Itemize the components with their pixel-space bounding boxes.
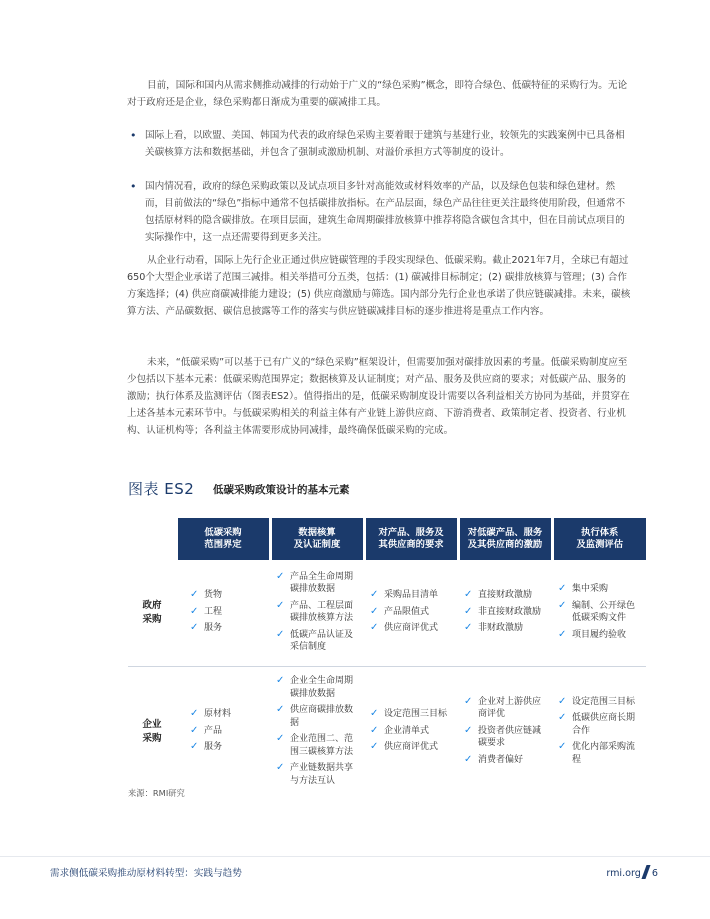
list-item: [190, 725, 266, 738]
table-header-row: [128, 518, 646, 560]
list-item: [276, 762, 360, 787]
list-item: [464, 606, 548, 619]
item-text: 产品全生命周期碳排放数据: [290, 571, 354, 594]
check-icon: ✓: [190, 622, 199, 634]
item-text: 直接财政激励: [478, 590, 533, 601]
item-text: 原材料: [204, 709, 232, 720]
footer-page-info: [606, 865, 658, 879]
cell-item-list: [370, 708, 454, 754]
cell-item-list: [276, 571, 360, 654]
footer-document-title: 需求侧低碳采购推动原材料转型：实践与趋势: [50, 868, 242, 879]
item-text: 货物: [204, 590, 223, 601]
future-paragraph: 未来，“低碳采购”可以基于已有广义的“绿色采购”框架设计，但需要加强对碳排放因素的考量。低碳采购制度应至少包括以下基本元素：低碳采购范围界定；数据核算及认证制度；对产品、服务及供应商的要求；对低碳产品、服务的激励；执行体系及监测评估（图表ES2）。值得指出的是，低碳采购制度设计需要以各利益相关方协同为基础，并贯穿在上述各基本元素环节中。与低碳采购相关的利益主体有产业链上游供应商、下游消费者、政策制定者、投资者、行业机构、认证机构等；各利益主体需要形成协同减排，最终确保低碳采购的完成。: [127, 357, 630, 436]
cell-item-list: [464, 696, 548, 767]
bullet-text: 国际上看，以欧盟、美国、韩国为代表的政府绿色采购主要着眼于建筑与基建行业，较领先的实践案例中已具备相关碳核算方法和数据基础，并包含了强制或激励机制、对溢价承担方式等制度的设计。: [145, 130, 625, 158]
item-text: 项目履约验收: [572, 629, 627, 640]
list-item: [190, 741, 266, 754]
column-header-3: 对产品、服务及 其供应商的要求: [364, 518, 458, 560]
table-cell: [552, 667, 646, 798]
check-icon: ✓: [276, 675, 285, 686]
list-item: [190, 589, 266, 602]
list-item: [558, 583, 642, 596]
cell-item-list: [370, 589, 454, 635]
check-icon: ✓: [558, 599, 567, 611]
list-item: [464, 725, 548, 750]
check-icon: ✓: [276, 733, 285, 744]
item-text: 产业链数据共享与方法互认: [290, 763, 354, 786]
column-header-4: 对低碳产品、服务 及其供应商的激励: [458, 518, 552, 560]
check-icon: ✓: [276, 704, 285, 715]
item-text: 工程: [204, 606, 223, 617]
source-note: 来源：RMI研究: [128, 788, 185, 798]
cell-item-list: [558, 583, 642, 641]
column-header-5: 执行体系 及监测评估: [552, 518, 646, 560]
item-text: 设定范围三目标: [572, 696, 636, 707]
list-item: [464, 589, 548, 602]
check-icon: ✓: [370, 741, 379, 753]
list-item: [370, 589, 454, 602]
item-text: 供应商评优式: [384, 623, 439, 634]
item-text: 企业范围二、范围三碳核算方法: [290, 734, 354, 757]
item-text: 产品、工程层面碳排放核算方法: [290, 600, 354, 623]
table-body: [128, 560, 646, 797]
check-icon: ✓: [370, 589, 379, 601]
table-cell: [364, 667, 458, 798]
check-icon: ✓: [190, 741, 199, 753]
item-text: 采购品目清单: [384, 590, 439, 601]
list-item: [558, 712, 642, 737]
check-icon: ✓: [276, 628, 285, 640]
bullet-domestic: [130, 178, 632, 246]
row-enterprise-procurement: [128, 667, 646, 798]
check-icon: ✓: [558, 741, 567, 753]
row-header: 政府 采购: [142, 600, 162, 625]
table-corner: [128, 518, 176, 560]
item-text: 设定范围三目标: [384, 709, 448, 720]
check-icon: ✓: [370, 724, 379, 736]
check-icon: ✓: [190, 724, 199, 736]
item-text: 企业清单式: [384, 725, 430, 736]
list-item: [276, 733, 360, 758]
list-item: [370, 741, 454, 754]
check-icon: ✓: [464, 589, 473, 601]
item-text: 编制、公开绿色低碳采购文件: [572, 600, 636, 623]
enterprise-paragraph: 从企业行动看，国际上先行企业正通过供应链碳管理的手段实现绿色、低碳采购。截止2021年7月，全球已有超过650个大型企业承诺了范围三减排。相关举措可分五类，包括：(1) 碳减排目标制定；(2) 碳排放核算与管理；(3) 合作方案选择；(4) 供应商碳减排能力建设；(5) 供应商激励与筛选。国内部分先行企业也承诺了供应链碳减排。未来，碳核算方法、产品碳数据、碳信息披露等工作的落实与供应链碳减排目标的逐步推进将是重点工作内容。: [127, 255, 631, 317]
list-item: [464, 622, 548, 635]
item-text: 企业对上游供应商评优: [478, 696, 542, 720]
bullet-text: 国内情况看，政府的绿色采购政策以及试点项目多针对高能效或材料效率的产品，以及绿色包装和绿色建材。然而，目前做法的“绿色”指标中通常不包括碳排放指标。在产品层面，绿色产品往往更关注最终使用阶段，但通常不包括原材料的隐含碳排放。在项目层面，建筑生命周期碳排放核算中推荐将隐含碳包含其中，但在目前试点项目的实际操作中，这一点还需要得到更多关注。: [145, 181, 626, 243]
table-cell: [270, 560, 364, 667]
list-item: [558, 696, 642, 709]
figure-title: 低碳采购政策设计的基本元素: [213, 484, 350, 496]
figure-label: 图表 ES2: [128, 480, 195, 498]
check-icon: ✓: [558, 695, 567, 707]
item-text: 企业全生命周期碳排放数据: [290, 676, 354, 699]
check-icon: ✓: [370, 605, 379, 617]
check-icon: ✓: [464, 605, 473, 617]
item-text: 服务: [204, 623, 223, 634]
check-icon: ✓: [464, 695, 473, 707]
cell-item-list: [190, 708, 266, 754]
list-item: [276, 629, 360, 654]
table-cell: [552, 560, 646, 667]
list-item: [558, 741, 642, 766]
table-cell: [364, 560, 458, 667]
check-icon: ✓: [190, 605, 199, 617]
list-item: [190, 708, 266, 721]
check-icon: ✓: [464, 753, 473, 765]
list-item: [370, 606, 454, 619]
figure-table: [128, 518, 646, 797]
check-icon: ✓: [190, 589, 199, 601]
list-item: [276, 675, 360, 700]
item-text: 供应商评优式: [384, 742, 439, 753]
table-cell: [176, 560, 270, 667]
check-icon: ✓: [370, 622, 379, 634]
list-item: [370, 622, 454, 635]
footer-site-link[interactable]: rmi.org: [606, 868, 641, 879]
list-item: [276, 704, 360, 729]
list-item: [190, 622, 266, 635]
item-text: 低碳供应商长期合作: [572, 713, 636, 736]
list-item: [464, 754, 548, 767]
cell-item-list: [276, 675, 360, 787]
check-icon: ✓: [276, 599, 285, 611]
table-cell: [458, 560, 552, 667]
intro-paragraph: 目前，国际和国内从需求侧推动减排的行动始于广义的“绿色采购”概念，即符合绿色、低碳特征的采购行为。无论对于政府还是企业，绿色采购都日渐成为重要的碳减排工具。: [127, 80, 628, 108]
item-text: 供应商碳排放数据: [290, 705, 354, 728]
item-text: 投资者供应链减碳要求: [478, 725, 542, 749]
row-government-procurement: [128, 560, 646, 667]
item-text: 非财政激励: [478, 623, 524, 634]
check-icon: ✓: [464, 724, 473, 736]
list-item: [558, 600, 642, 625]
column-header-2: 数据核算 及认证制度: [270, 518, 364, 560]
row-header: 企业 采购: [128, 667, 176, 798]
footer-divider: [0, 856, 710, 857]
list-item: [464, 696, 548, 721]
item-text: 消费者偏好: [478, 754, 524, 765]
list-item: [276, 600, 360, 625]
bullet-marker: •: [130, 129, 137, 142]
table-cell: [270, 667, 364, 798]
item-text: 优化内部采购流程: [572, 742, 636, 765]
column-header-1: 低碳采购 范围界定: [176, 518, 270, 560]
item-text: 低碳产品认证及采信制度: [290, 629, 354, 652]
item-text: 产品: [204, 725, 223, 736]
check-icon: ✓: [276, 762, 285, 773]
check-icon: ✓: [370, 708, 379, 720]
check-icon: ✓: [190, 708, 199, 720]
list-item: [276, 571, 360, 596]
check-icon: ✓: [558, 712, 567, 724]
cell-item-list: [558, 696, 642, 767]
list-item: [558, 629, 642, 642]
cell-item-list: [190, 589, 266, 635]
list-item: [370, 708, 454, 721]
check-icon: ✓: [464, 622, 473, 634]
bullet-marker: •: [130, 180, 137, 193]
item-text: 服务: [204, 742, 223, 753]
check-icon: ✓: [558, 583, 567, 594]
item-text: 非直接财政激励: [478, 606, 542, 617]
check-icon: ✓: [276, 570, 285, 582]
list-item: [370, 725, 454, 738]
list-item: [190, 606, 266, 619]
table-cell: [176, 667, 270, 798]
table-cell: [458, 667, 552, 798]
cell-item-list: [464, 589, 548, 635]
page-number: 6: [651, 868, 658, 879]
bullet-international: [130, 127, 632, 161]
check-icon: ✓: [558, 628, 567, 640]
item-text: 产品限值式: [384, 606, 430, 617]
slash-icon: [641, 865, 650, 879]
item-text: 集中采购: [572, 584, 609, 594]
